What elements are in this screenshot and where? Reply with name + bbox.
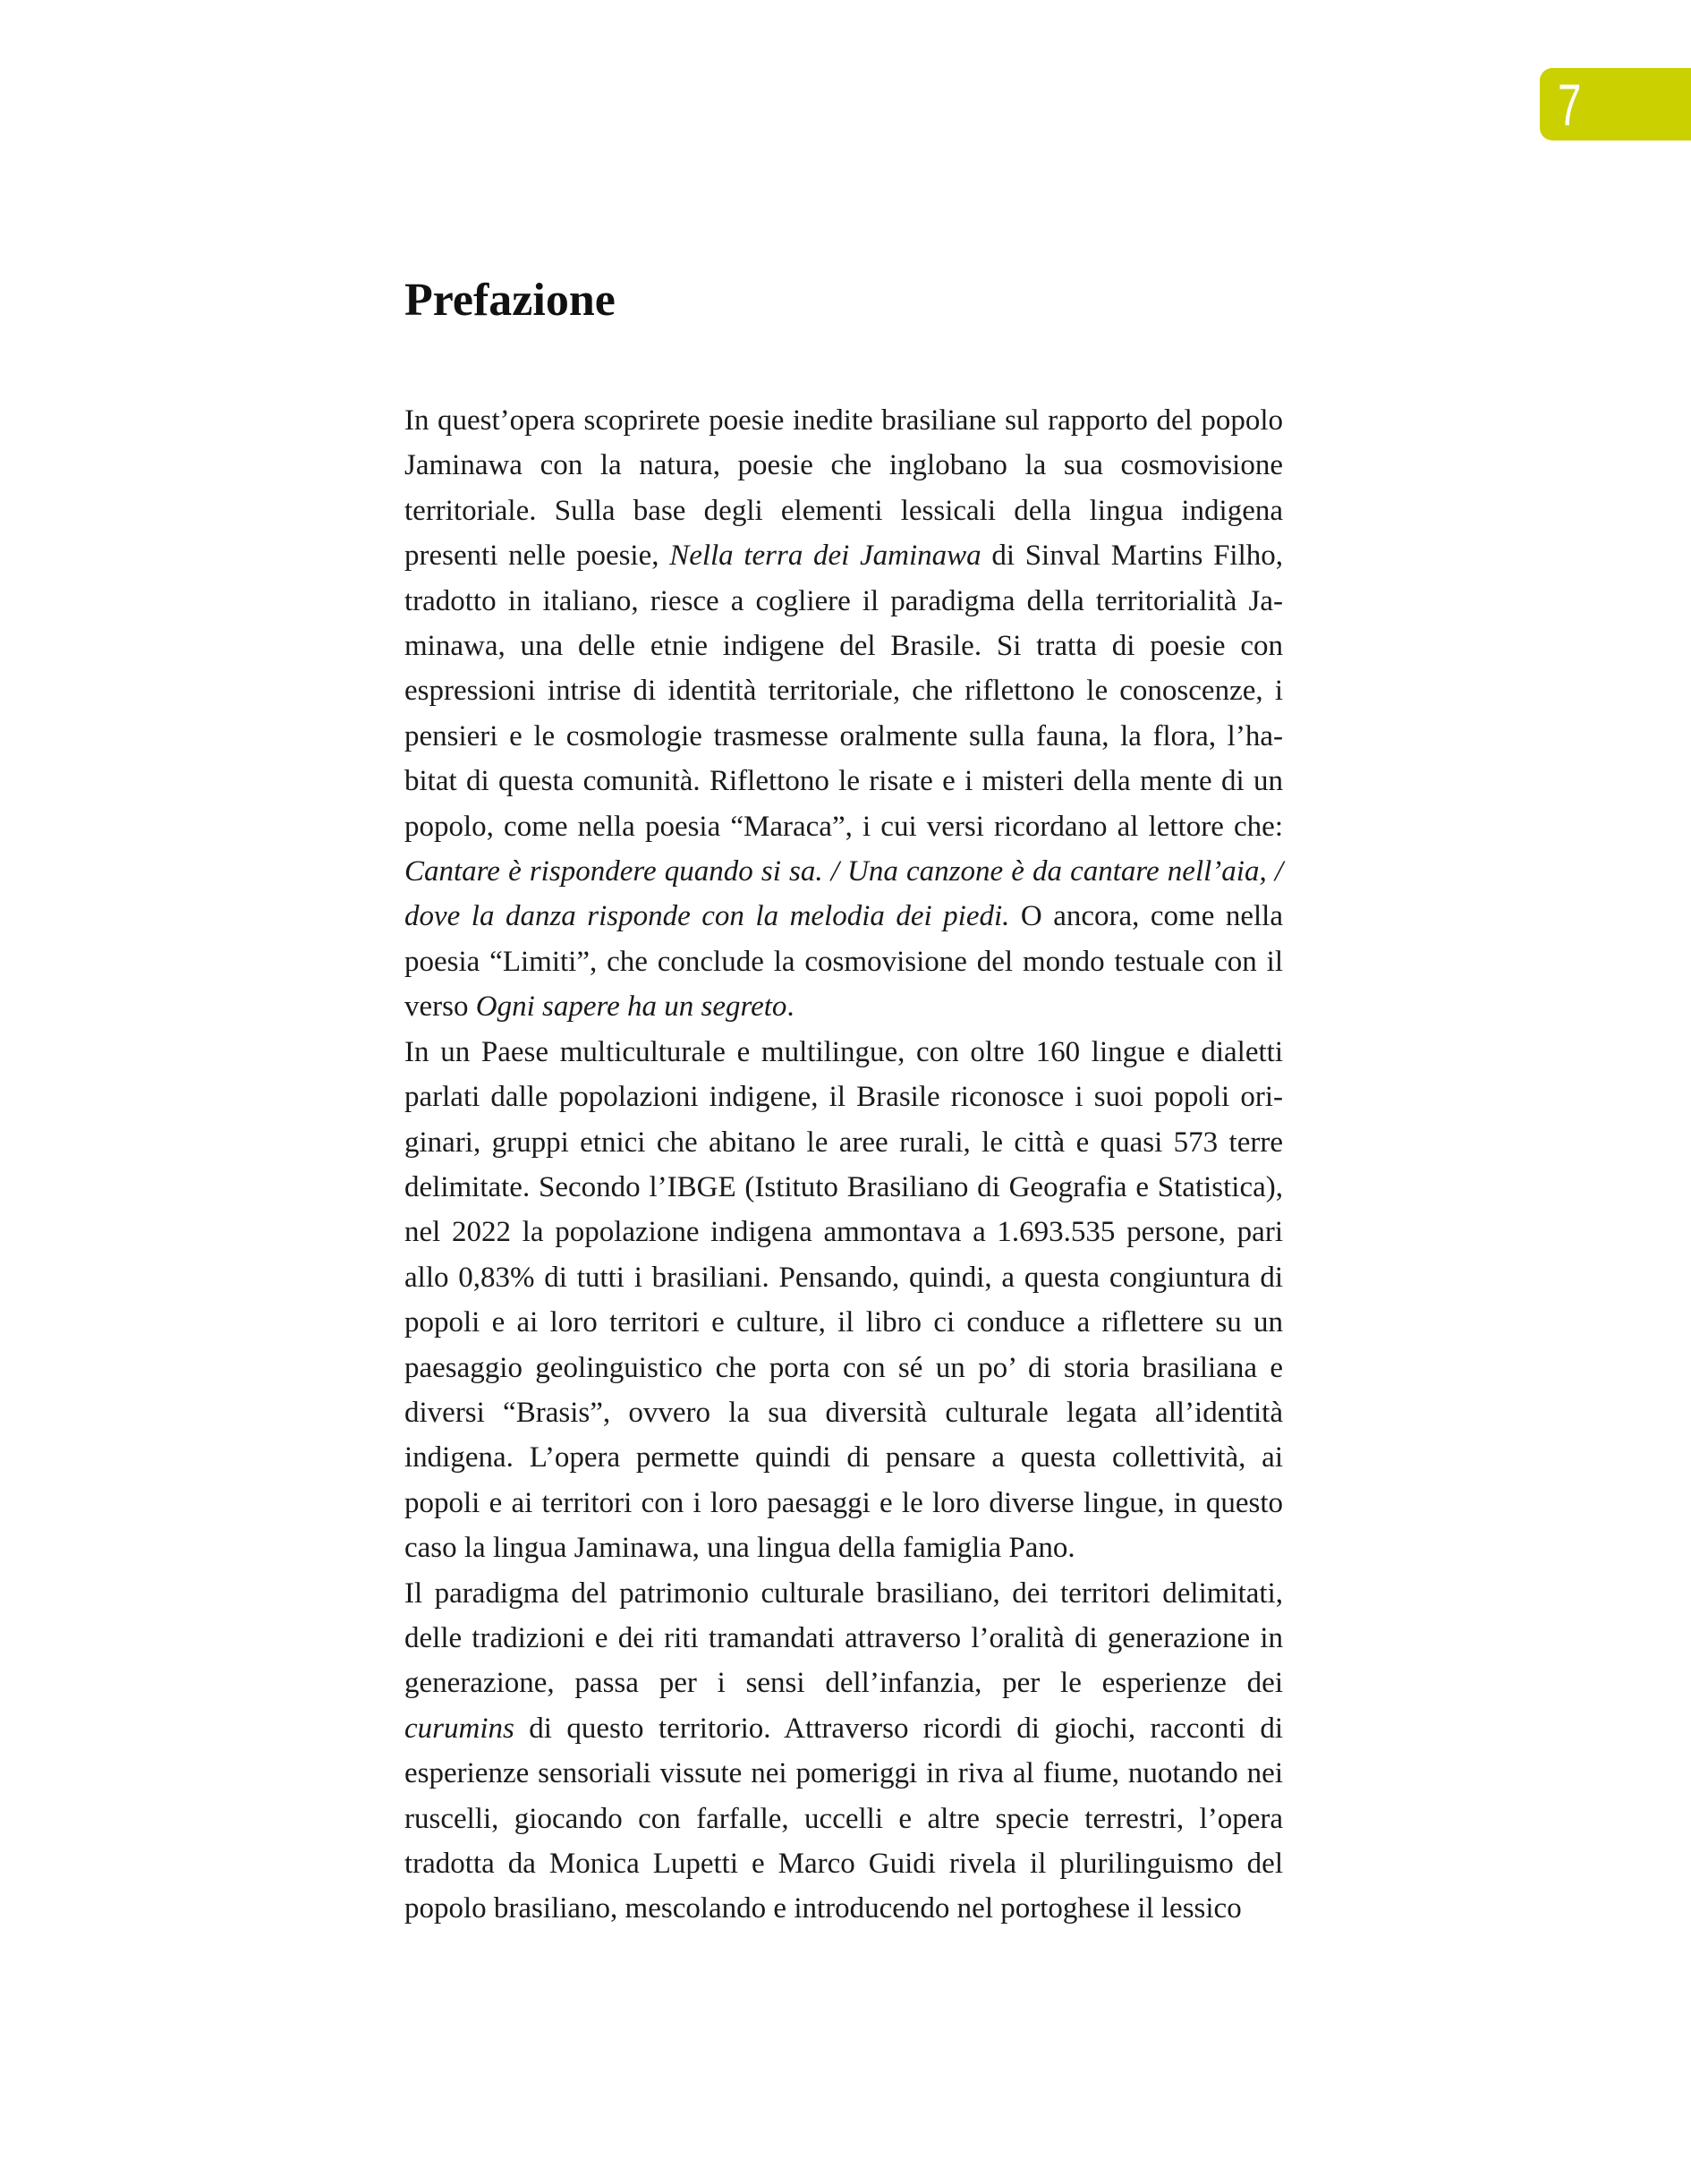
page-number-tab (1540, 68, 1691, 140)
text-run: . (786, 990, 795, 1024)
page-content (404, 268, 1283, 1932)
term-italic: curumins (404, 1712, 514, 1745)
page-number: 7 (1558, 71, 1582, 138)
body-text (404, 398, 1283, 1932)
text-run: di Sinval Martins Filho, tradotto in italiano, riesce a cogliere il paradigma della territorialità Jaminawa, una delle etnie indigene del Brasile. Si tratta di poesie con espressioni intrise di identità territoriale, che riflettono le conoscenze, i pensieri e le cosmologie trasmesse oralmente sulla fauna, la flora, l’habitat di questa comunità. Riflettono le risate e i misteri della mente di un popolo, come nella poesia “Maraca”, i cui versi ricordano al lettore che: (404, 540, 1283, 843)
book-title-italic: Nella terra dei Jaminawa (669, 540, 981, 573)
quoted-verse-italic: Cantare è rispondere quando si sa. / Una canzone è da cantare nell’aia, / dove la danza risponde con la melodia dei piedi. (404, 855, 1283, 933)
text-run: In quest’opera scoprirete poesie inedite brasiliane sul rapporto del popolo Jaminawa con la natura, poesie che inglobano la sua cosmovisione territoriale. Sulla base degli elementi lessicali della lingua indigena presenti nelle poesie, (404, 404, 1283, 573)
text-run: Il paradigma del patrimonio culturale brasiliano, dei territori delimitati, delle tradizioni e dei riti tramandati attraverso l’oralità di generazione in generazione, passa per i sensi dell’infanzia, per le esperienze dei (404, 1576, 1283, 1700)
paragraph-1 (404, 398, 1283, 1030)
quoted-verse-italic: Ogni sapere ha un segreto (475, 990, 787, 1024)
text-run: di questo territorio. Attraverso ricordi di giochi, racconti di esperienze sensoriali vissute nei pomeriggi in riva al fiume, nuotando nei ruscelli, giocando con farfalle, uccelli e altre specie terrestri, l’opera tradotta da Monica Lupetti e Marco Guidi rivela il plurilinguismo del popolo brasiliano, mescolando e introducendo nel portoghese il lessico (404, 1712, 1283, 1925)
paragraph-3 (404, 1571, 1283, 1932)
text-run: In un Paese multiculturale e multilingue, con oltre 160 lingue e dialetti parlati dalle popolazioni indigene, il Brasile riconosce i suoi popoli originari, gruppi etnici che abitano le aree rurali, le città e quasi 573 terre delimitate. Secondo l’IBGE (Istituto Brasiliano di Geografia e Statistica), nel 2022 la popolazione indigena ammontava a 1.693.535 persone, pari allo 0,83% di tutti i brasiliani. Pensando, quindi, a questa congiuntura di popoli e ai loro territori e culture, il libro ci conduce a riflettere su un paesaggio geolinguistico che porta con sé un po’ di storia brasiliana e diversi “Brasis”, ovvero la sua diversità culturale legata all’identità indigena. L’opera permette quindi di pensare a questa collettività, ai popoli e ai territori con i loro paesaggi e le loro diverse lingue, in questo caso la lingua Jaminawa, una lingua della famiglia Pano. (404, 1035, 1283, 1565)
paragraph-2 (404, 1030, 1283, 1571)
text-run: O ancora, come nella poesia “Limiti”, che conclude la cosmovisione del mondo testuale con il verso (404, 900, 1283, 1024)
chapter-title: Prefazione (404, 275, 616, 326)
